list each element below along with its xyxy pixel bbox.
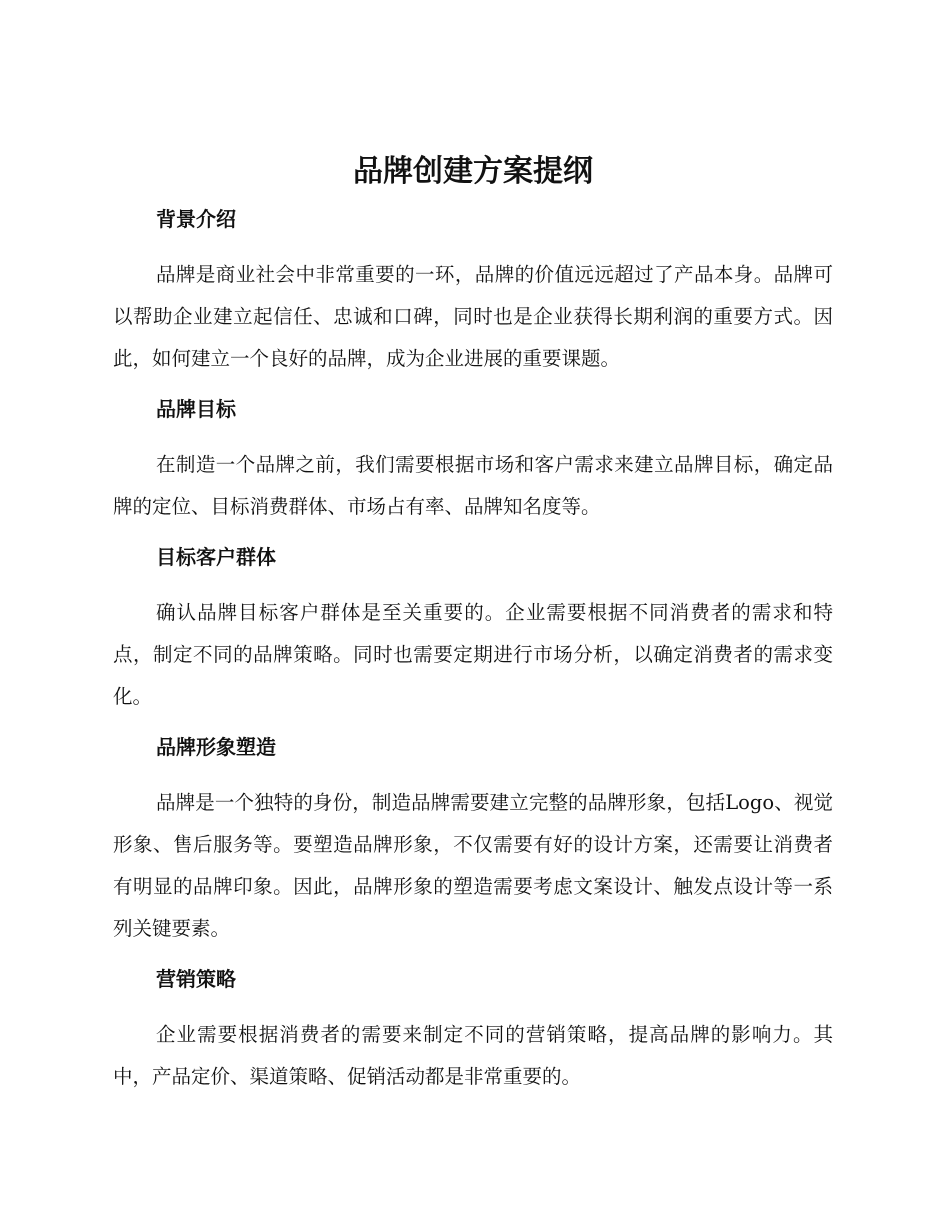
section-heading: 目标客户群体 <box>156 545 276 569</box>
section-heading: 品牌形象塑造 <box>156 735 276 759</box>
section-background <box>113 204 833 380</box>
section-paragraph: 在制造一个品牌之前，我们需要根据市场和客户需求来建立品牌目标，确定品牌的定位、目标消费群体、市场占有率、品牌知名度等。 <box>113 453 833 518</box>
section-target-customers <box>113 542 833 718</box>
section-paragraph: 品牌是一个独特的身份，制造品牌需要建立完整的品牌形象，包括Logo、视觉形象、售后服务等。要塑造品牌形象，不仅需要有好的设计方案，还需要让消费者有明显的品牌印象。因此，品牌形象的塑造需要考虑文案设计、触发点设计等一系列关键要素。 <box>113 791 833 940</box>
section-marketing-strategy <box>113 964 833 1098</box>
section-heading: 营销策略 <box>156 967 236 991</box>
section-paragraph: 品牌是商业社会中非常重要的一环，品牌的价值远远超过了产品本身。品牌可以帮助企业建立起信任、忠诚和口碑，同时也是企业获得长期利润的重要方式。因此，如何建立一个良好的品牌，成为企业进展的重要课题。 <box>113 263 833 370</box>
section-brand-image <box>113 732 833 950</box>
section-heading: 背景介绍 <box>156 207 236 231</box>
section-heading: 品牌目标 <box>156 397 236 421</box>
document-title: 品牌创建方案提纲 <box>353 154 593 189</box>
document-content <box>113 150 833 1112</box>
section-paragraph: 确认品牌目标客户群体是至关重要的。企业需要根据不同消费者的需求和特点，制定不同的品牌策略。同时也需要定期进行市场分析，以确定消费者的需求变化。 <box>113 601 833 708</box>
section-brand-goals <box>113 394 833 528</box>
section-paragraph: 企业需要根据消费者的需要来制定不同的营销策略，提高品牌的影响力。其中，产品定价、渠道策略、促销活动都是非常重要的。 <box>113 1023 833 1088</box>
